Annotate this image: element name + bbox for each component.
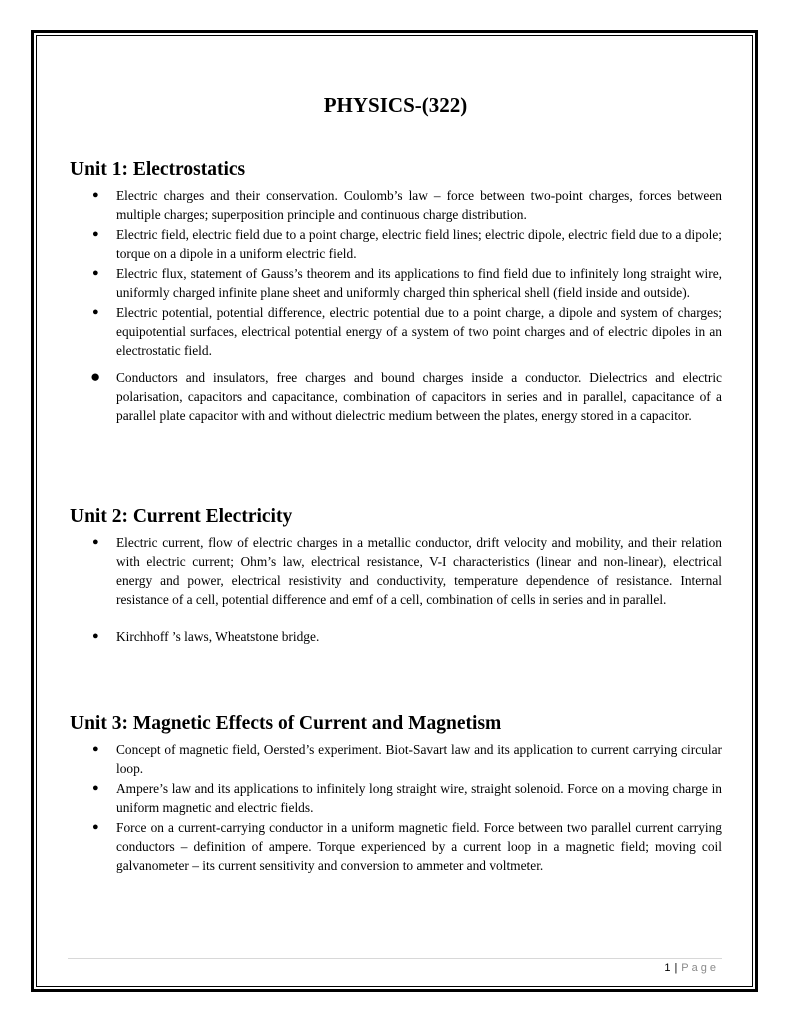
bullet-icon: ● <box>92 821 99 833</box>
bullet-icon: ● <box>92 306 99 318</box>
list-item: ● Electric current, flow of electric charges in a metallic conductor, drift velocity and mobility, and their relation with electric current; Ohm’s law, electrical resistance, V-I characteristics (linear and non-linear), electrical energy and power, electrical resistivity and conductivity, temperature dependence of resistance. Internal resistance of a cell, potential difference and emf of a cell, combination of cells in series and in parallel. <box>92 535 722 607</box>
list-item: ● Electric flux, statement of Gauss’s theorem and its applications to find field due to infinitely long straight wire, uniformly charged infinite plane sheet and uniformly charged thin spherical shell (field inside and outside). <box>92 266 722 300</box>
unit-3-heading: Unit 3: Magnetic Effects of Current and Magnetism <box>70 713 502 734</box>
unit-3-topic-list <box>70 740 722 875</box>
bullet-icon: ● <box>92 782 99 794</box>
unit-2-topic-list <box>70 533 722 646</box>
page-title: PHYSICS-(322) <box>323 93 468 117</box>
list-item: ● Concept of magnetic field, Oersted’s experiment. Biot-Savart law and its application to current carrying circular loop. <box>92 742 722 776</box>
unit-3-section <box>70 712 722 876</box>
list-item: ● Ampere’s law and its applications to infinitely long straight wire, straight solenoid. Force on a moving charge in uniform magnetic and electric fields. <box>92 781 722 815</box>
unit-1-heading: Unit 1: Electrostatics <box>70 159 246 180</box>
unit-2-section <box>70 505 722 647</box>
list-item: ● Conductors and insulators, free charges and bound charges inside a conductor. Dielectrics and electric polarisation, capacitors and capacitance, combination of capacitors in series and in parallel, capacitance of a parallel plate capacitor with and without dielectric medium between the plates, energy stored in a capacitor. <box>90 367 722 423</box>
page-number: 1 <box>664 962 671 974</box>
bullet-icon: ● <box>92 536 99 548</box>
bullet-icon: ● <box>92 267 99 279</box>
list-item: ● Force on a current-carrying conductor in a uniform magnetic field. Force between two parallel current carrying conductors – definition of ampere. Torque experienced by a current loop in a magnetic field; moving coil galvanometer – its current sensitivity and conversion to ammeter and voltmeter. <box>92 820 722 873</box>
unit-1-topic-list <box>70 186 722 425</box>
unit-2-heading: Unit 2: Current Electricity <box>70 506 293 527</box>
bullet-icon: ● <box>92 743 99 755</box>
list-item: ● Kirchhoff ’s laws, Wheatstone bridge. <box>92 629 320 644</box>
list-item: ● Electric field, electric field due to a point charge, electric field lines; electric dipole, electric field due to a dipole; torque on a dipole in a uniform electric field. <box>92 227 722 261</box>
page-label: Page <box>681 962 719 974</box>
bullet-icon: ● <box>90 367 101 386</box>
bullet-icon: ● <box>92 630 99 642</box>
page-footer <box>664 962 719 974</box>
footer-separator: | <box>674 962 678 974</box>
unit-1-section <box>70 158 722 426</box>
bullet-icon: ● <box>92 228 99 240</box>
list-item: ● Electric potential, potential difference, electric potential due to a point charge, a dipole and system of charges; equipotential surfaces, electrical potential energy of a system of two point charges and of electric dipoles in an electrostatic field. <box>92 305 722 358</box>
footer-divider <box>68 958 722 959</box>
bullet-icon: ● <box>92 189 99 201</box>
list-item: ● Electric charges and their conservation. Coulomb’s law – force between two-point charges, forces between multiple charges; superposition principle and continuous charge distribution. <box>92 188 722 222</box>
